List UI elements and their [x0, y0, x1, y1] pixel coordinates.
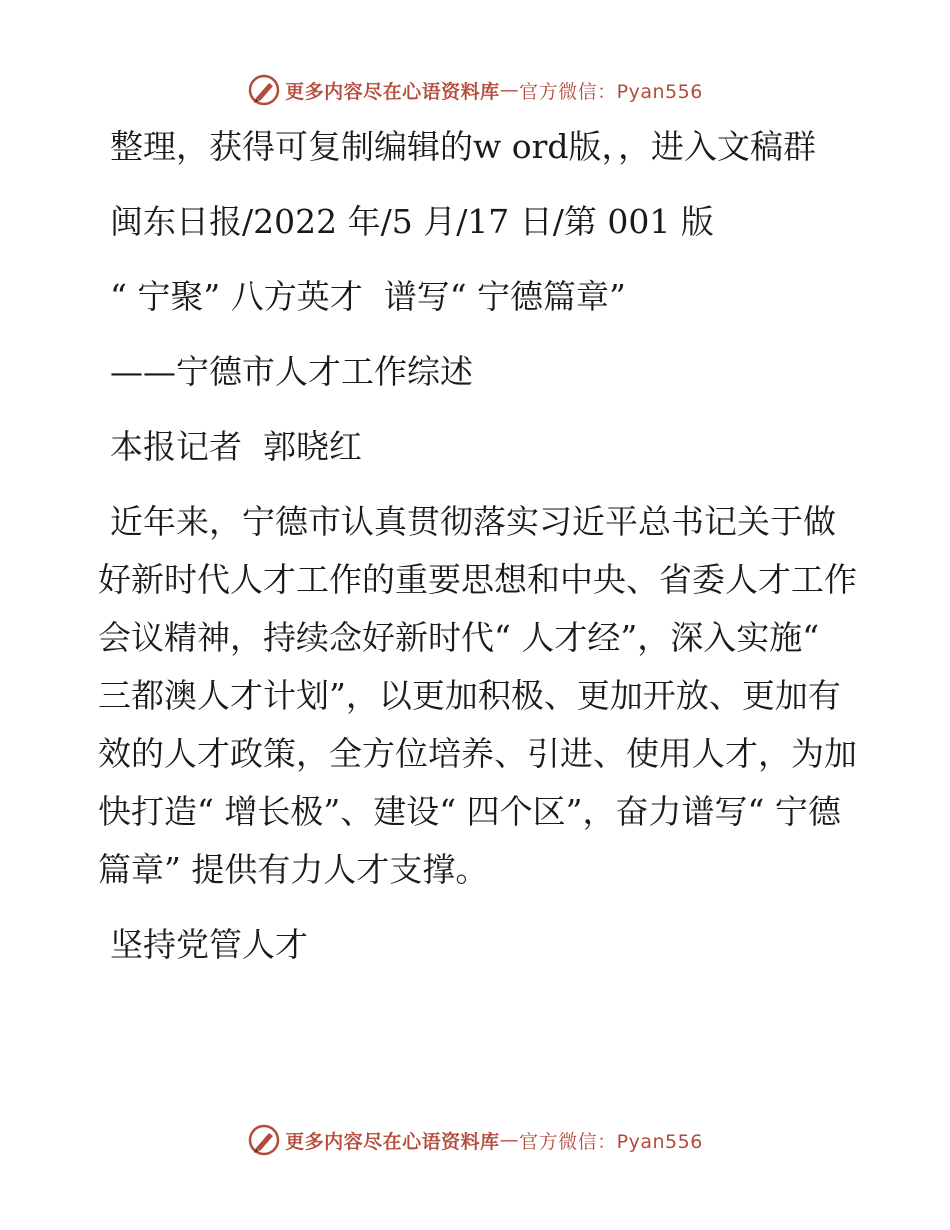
section-heading: 坚持党管人才 [110, 925, 308, 964]
banner-site-text: 更多内容尽在心语资料库 [285, 1130, 500, 1153]
byline: 本报记者 郭晓红 [110, 427, 362, 466]
pen-logo-icon [247, 1123, 281, 1157]
banner-wechat-text: 官方微信：Pyan556 [519, 80, 703, 103]
banner-dash: — [499, 79, 520, 101]
banner-wechat-text: 官方微信：Pyan556 [519, 1130, 703, 1153]
paragraph-1: 近年来，宁德市认真贯彻落实习近平总书记关于做好新时代人才工作的重要思想和中央、省委人才工作会议精神，持续念好新时代“ 人才经”，深入实施“ 三都澳人才计划”，以更加积极、更加开放、更加有效的人才政策，全方位培养、引进、使用人才，为加快打造“ 增长极”、建设“ 四个区”，奋力谱写“ 宁德篇章” 提供有力人才支撑。 [98, 502, 857, 889]
pen-logo-icon [247, 73, 281, 107]
bottom-watermark-banner [0, 1120, 950, 1160]
banner-site-text: 更多内容尽在心语资料库 [285, 80, 500, 103]
subtitle: ——宁德市人才工作综述 [110, 352, 473, 391]
banner-dash: — [499, 1129, 520, 1151]
top-watermark-banner [0, 70, 950, 110]
intro-text: 整理，获得可复制编辑的w ord版，，进入文稿群 [110, 127, 817, 166]
document-body [98, 118, 858, 974]
headline: “ 宁聚” 八方英才 谱写“ 宁德篇章” [110, 277, 626, 316]
source-line: 闽东日报/2022 年/5 月/17 日/第 001 版 [110, 202, 714, 241]
